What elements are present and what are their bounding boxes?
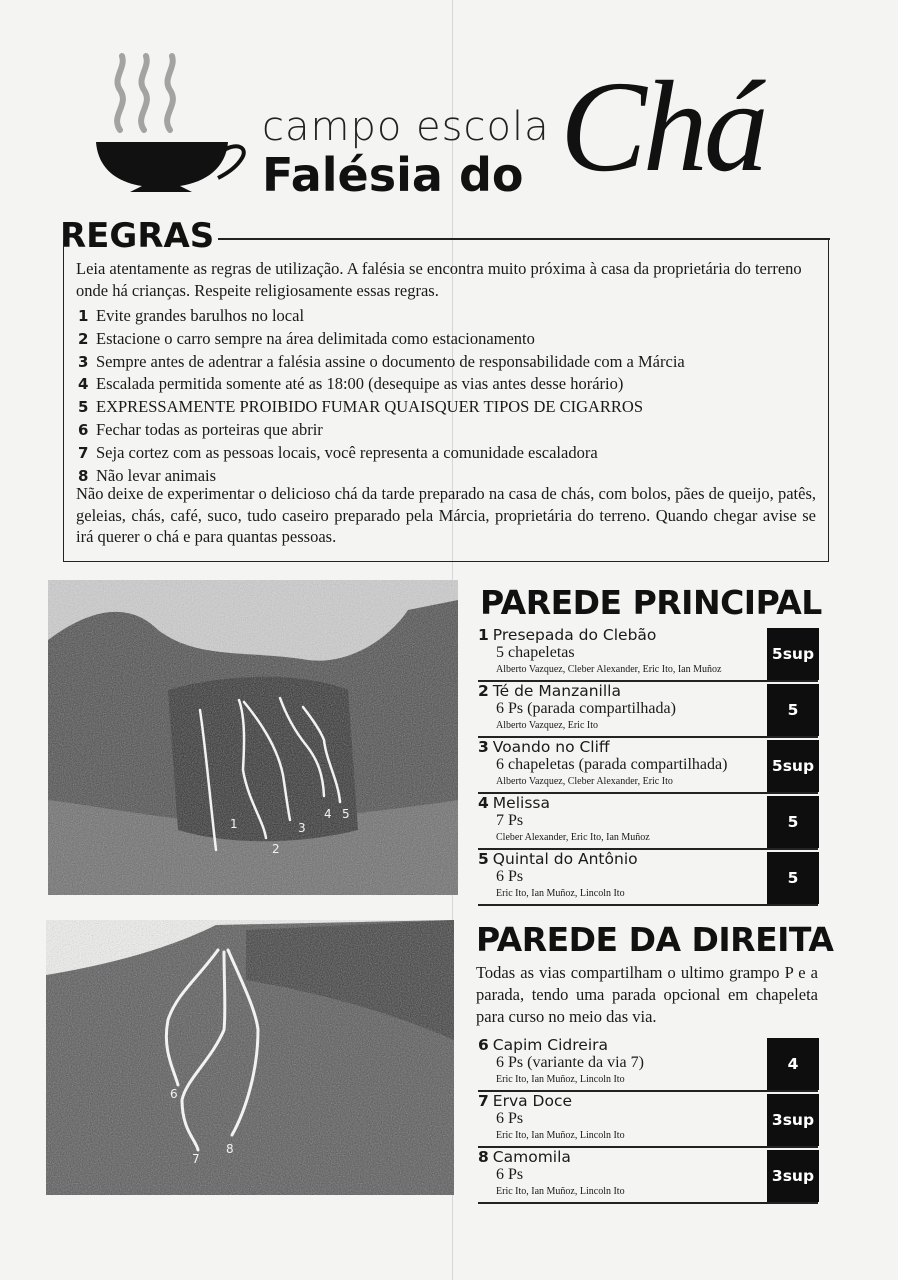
route-authors: Alberto Vazquez, Cleber Alexander, Eric Ito	[496, 776, 673, 787]
route-label-2: 2	[272, 842, 280, 856]
grade-badge: 5sup	[767, 740, 819, 792]
teacup-icon	[88, 50, 258, 200]
route-bolts: 6 Ps	[496, 1110, 524, 1127]
route-row: 1 Presepada do Clebão 5 chapeletas Alberto Vazquez, Cleber Alexander, Eric Ito, Ian Muñoz 5sup	[478, 628, 818, 682]
photo-parede-direita	[46, 920, 454, 1195]
route-label-1: 1	[230, 817, 238, 831]
grade-badge: 5sup	[767, 628, 819, 680]
grade-badge: 3sup	[767, 1094, 819, 1146]
regras-intro: Leia atentamente as regras de utilização. A falésia se encontra muito próxima à casa da proprietária do terreno onde há crianças. Respeite religiosamente essas regras.	[76, 259, 802, 300]
route-bolts: 6 Ps (variante da via 7)	[496, 1054, 644, 1071]
rule-item: 1 Evite grandes barulhos no local	[78, 306, 305, 325]
route-authors: Eric Ito, Ian Muñoz, Lincoln Ito	[496, 1130, 625, 1141]
rules-list	[78, 305, 818, 487]
route-authors: Eric Ito, Ian Muñoz, Lincoln Ito	[496, 1186, 625, 1197]
route-authors: Alberto Vazquez, Cleber Alexander, Eric Ito, Ian Muñoz	[496, 664, 722, 675]
photo-parede-principal	[48, 580, 458, 895]
parede-direita-routes	[478, 1038, 818, 1206]
route-name: Presepada do Clebão	[492, 626, 657, 644]
route-authors: Cleber Alexander, Eric Ito, Ian Muñoz	[496, 832, 650, 843]
parede-principal-title: PAREDE PRINCIPAL	[480, 583, 822, 622]
route-bolts: 5 chapeletas	[496, 644, 575, 661]
route-name: Voando no Cliff	[492, 738, 610, 756]
parede-principal-routes	[478, 628, 818, 908]
route-name: Quintal do Antônio	[492, 850, 638, 868]
route-bolts: 6 chapeletas (parada compartilhada)	[496, 756, 728, 773]
grade-badge: 3sup	[767, 1150, 819, 1202]
title-falesia-do: Falésia do	[262, 148, 524, 202]
route-name: Camomila	[492, 1148, 571, 1166]
parede-direita-description: Todas as vias compartilham o ultimo grampo P e a parada, tendo uma parada opcional em chapeleta para curso no meio das via.	[476, 963, 818, 1026]
route-bolts: 7 Ps	[496, 812, 524, 829]
route-label-5: 5	[342, 807, 350, 821]
route-name: Erva Doce	[492, 1092, 573, 1110]
route-name: Capim Cidreira	[492, 1036, 609, 1054]
rule-item: 7 Seja cortez com as pessoas locais, você representa a comunidade escaladora	[78, 442, 598, 462]
title-campo-escola: campo escola	[262, 104, 550, 150]
route-label-7: 7	[192, 1152, 200, 1166]
route-authors: Alberto Vazquez, Eric Ito	[496, 720, 598, 731]
rule-item: 2 Estacione o carro sempre na área delimitada como estacionamento	[78, 328, 535, 348]
route-bolts: 6 Ps (parada compartilhada)	[496, 700, 676, 717]
regras-heading: REGRAS	[60, 216, 215, 256]
parede-direita-title: PAREDE DA DIREITA	[476, 920, 834, 959]
route-row: 8 Camomila 6 Ps Eric Ito, Ian Muñoz, Lincoln Ito 3sup	[478, 1150, 818, 1204]
route-label-8: 8	[226, 1142, 234, 1156]
route-row: 4 Melissa 7 Ps Cleber Alexander, Eric Ito, Ian Muñoz 5	[478, 796, 818, 850]
route-row: 7 Erva Doce 6 Ps Eric Ito, Ian Muñoz, Lincoln Ito 3sup	[478, 1094, 818, 1148]
rule-item: 4 Escalada permitida somente até as 18:00 (desequipe as vias antes desse horário)	[78, 374, 624, 394]
grade-badge: 4	[767, 1038, 819, 1090]
route-row: 5 Quintal do Antônio 6 Ps Eric Ito, Ian Muñoz, Lincoln Ito 5	[478, 852, 818, 906]
route-name: Té de Manzanilla	[492, 682, 621, 700]
route-authors: Eric Ito, Ian Muñoz, Lincoln Ito	[496, 888, 625, 899]
rule-item: 5 EXPRESSAMENTE PROIBIDO FUMAR QUAISQUER TIPOS DE CIGARROS	[78, 397, 644, 417]
route-name: Melissa	[492, 794, 550, 812]
route-row: 3 Voando no Cliff 6 chapeletas (parada compartilhada) Alberto Vazquez, Cleber Alexander, Eric Ito 5sup	[478, 740, 818, 794]
route-label-6: 6	[170, 1087, 178, 1101]
grade-badge: 5	[767, 796, 819, 848]
title-cha: Chá	[560, 55, 765, 199]
tea-note: Não deixe de experimentar o delicioso chá da tarde preparado na casa de chás, com bolos, pães de queijo, patês, geleias, chás, café, suco, tudo caseiro preparado pela Márcia, proprietária do terreno. Quando chegar avise se irá querer o chá e para quantas pessoas.	[76, 484, 816, 546]
route-bolts: 6 Ps	[496, 868, 524, 885]
route-label-4: 4	[324, 807, 332, 821]
route-row: 2 Té de Manzanilla 6 Ps (parada compartilhada) Alberto Vazquez, Eric Ito 5	[478, 684, 818, 738]
route-row: 6 Capim Cidreira 6 Ps (variante da via 7) Eric Ito, Ian Muñoz, Lincoln Ito 4	[478, 1038, 818, 1092]
route-bolts: 6 Ps	[496, 1166, 524, 1183]
grade-badge: 5	[767, 684, 819, 736]
rule-item: 6 Fechar todas as porteiras que abrir	[78, 419, 323, 439]
grade-badge: 5	[767, 852, 819, 904]
rule-item: 3 Sempre antes de adentrar a falésia assine o documento de responsabilidade com a Márcia	[78, 351, 685, 371]
route-label-3: 3	[298, 821, 306, 835]
rule-item: 8 Não levar animais	[78, 465, 217, 485]
route-authors: Eric Ito, Ian Muñoz, Lincoln Ito	[496, 1074, 625, 1085]
